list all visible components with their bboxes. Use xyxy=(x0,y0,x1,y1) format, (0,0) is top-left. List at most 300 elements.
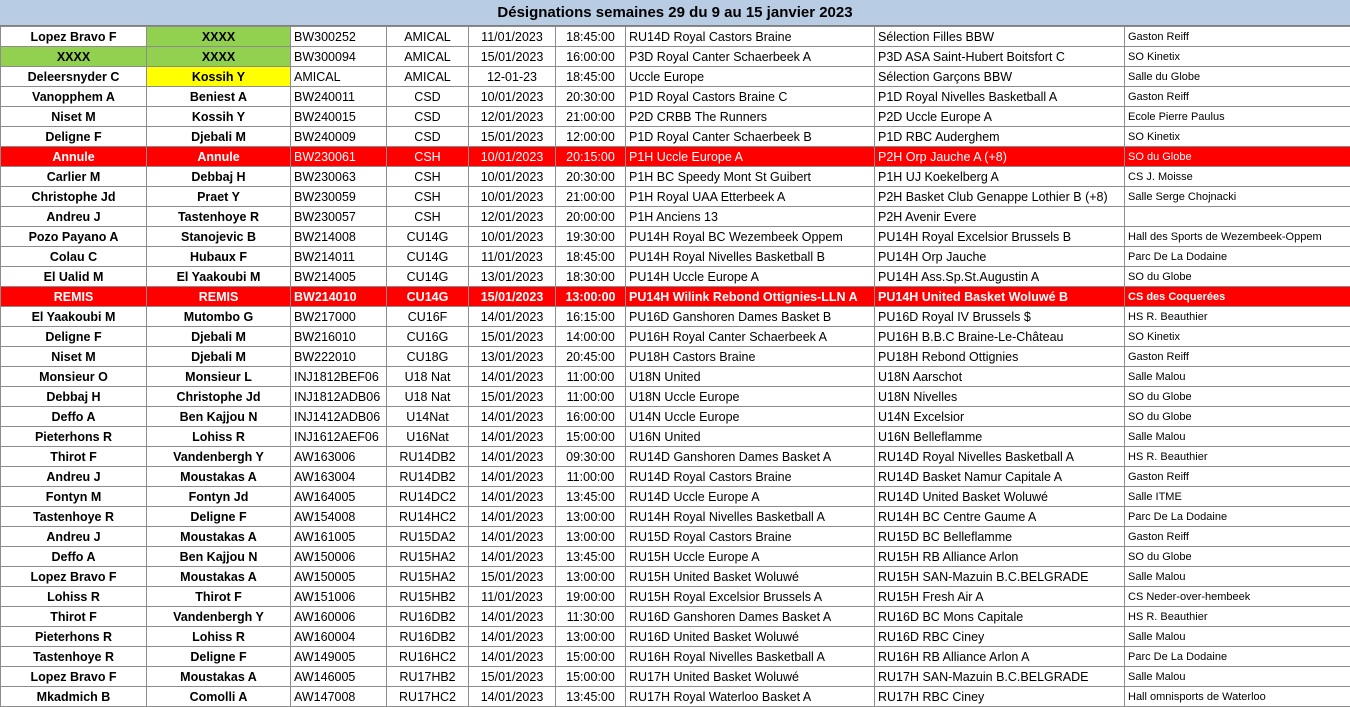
category-cell[interactable]: RU15HB2 xyxy=(387,587,469,607)
date-cell[interactable]: 11/01/2023 xyxy=(469,247,556,267)
away-team-cell[interactable]: PU14H Royal Excelsior Brussels B xyxy=(875,227,1125,247)
away-team-cell[interactable]: PU14H Orp Jauche xyxy=(875,247,1125,267)
time-cell[interactable]: 12:00:00 xyxy=(556,127,626,147)
referee-2-cell[interactable]: XXXX xyxy=(147,27,291,47)
match-code-cell[interactable]: BW230063 xyxy=(291,167,387,187)
referee-2-cell[interactable]: Moustakas A xyxy=(147,467,291,487)
match-code-cell[interactable]: BW300094 xyxy=(291,47,387,67)
category-cell[interactable]: CU16G xyxy=(387,327,469,347)
referee-1-cell[interactable]: Fontyn M xyxy=(1,487,147,507)
home-team-cell[interactable]: U14N Uccle Europe xyxy=(626,407,875,427)
referee-2-cell[interactable]: Moustakas A xyxy=(147,527,291,547)
venue-cell[interactable]: HS R. Beauthier xyxy=(1125,307,1350,327)
referee-1-cell[interactable]: Thirot F xyxy=(1,607,147,627)
away-team-cell[interactable]: RU16D RBC Ciney xyxy=(875,627,1125,647)
match-code-cell[interactable]: AMICAL xyxy=(291,67,387,87)
match-code-cell[interactable]: BW216010 xyxy=(291,327,387,347)
away-team-cell[interactable]: Sélection Filles BBW xyxy=(875,27,1125,47)
date-cell[interactable]: 10/01/2023 xyxy=(469,147,556,167)
time-cell[interactable]: 20:15:00 xyxy=(556,147,626,167)
referee-1-cell[interactable]: Niset M xyxy=(1,347,147,367)
date-cell[interactable]: 15/01/2023 xyxy=(469,327,556,347)
category-cell[interactable]: CSH xyxy=(387,167,469,187)
away-team-cell[interactable]: PU14H Ass.Sp.St.Augustin A xyxy=(875,267,1125,287)
date-cell[interactable]: 14/01/2023 xyxy=(469,687,556,707)
match-code-cell[interactable]: BW214011 xyxy=(291,247,387,267)
away-team-cell[interactable]: U16N Belleflamme xyxy=(875,427,1125,447)
referee-1-cell[interactable]: Colau C xyxy=(1,247,147,267)
date-cell[interactable]: 14/01/2023 xyxy=(469,447,556,467)
referee-1-cell[interactable]: Andreu J xyxy=(1,527,147,547)
category-cell[interactable]: CSH xyxy=(387,187,469,207)
match-code-cell[interactable]: INJ1812ADB06 xyxy=(291,387,387,407)
match-code-cell[interactable]: INJ1412ADB06 xyxy=(291,407,387,427)
away-team-cell[interactable]: PU14H United Basket Woluwé B xyxy=(875,287,1125,307)
venue-cell[interactable]: Ecole Pierre Paulus xyxy=(1125,107,1350,127)
date-cell[interactable]: 15/01/2023 xyxy=(469,47,556,67)
away-team-cell[interactable]: P2H Basket Club Genappe Lothier B (+8) xyxy=(875,187,1125,207)
date-cell[interactable]: 12/01/2023 xyxy=(469,207,556,227)
venue-cell[interactable]: Salle Malou xyxy=(1125,667,1350,687)
home-team-cell[interactable]: RU14D Royal Castors Braine xyxy=(626,467,875,487)
date-cell[interactable]: 14/01/2023 xyxy=(469,627,556,647)
category-cell[interactable]: AMICAL xyxy=(387,27,469,47)
date-cell[interactable]: 10/01/2023 xyxy=(469,227,556,247)
venue-cell[interactable]: Gaston Reiff xyxy=(1125,87,1350,107)
match-code-cell[interactable]: AW163004 xyxy=(291,467,387,487)
referee-2-cell[interactable]: Tastenhoye R xyxy=(147,207,291,227)
match-code-cell[interactable]: AW149005 xyxy=(291,647,387,667)
home-team-cell[interactable]: RU14D Uccle Europe A xyxy=(626,487,875,507)
category-cell[interactable]: RU16HC2 xyxy=(387,647,469,667)
referee-2-cell[interactable]: Monsieur L xyxy=(147,367,291,387)
date-cell[interactable]: 14/01/2023 xyxy=(469,547,556,567)
away-team-cell[interactable]: PU16D Royal IV Brussels $ xyxy=(875,307,1125,327)
away-team-cell[interactable]: RU16H RB Alliance Arlon A xyxy=(875,647,1125,667)
date-cell[interactable]: 15/01/2023 xyxy=(469,287,556,307)
match-code-cell[interactable]: AW160006 xyxy=(291,607,387,627)
time-cell[interactable]: 11:00:00 xyxy=(556,367,626,387)
date-cell[interactable]: 15/01/2023 xyxy=(469,667,556,687)
category-cell[interactable]: RU17HC2 xyxy=(387,687,469,707)
referee-2-cell[interactable]: Mutombo G xyxy=(147,307,291,327)
away-team-cell[interactable]: RU14D Royal Nivelles Basketball A xyxy=(875,447,1125,467)
referee-2-cell[interactable]: Annule xyxy=(147,147,291,167)
home-team-cell[interactable]: U16N United xyxy=(626,427,875,447)
time-cell[interactable]: 20:00:00 xyxy=(556,207,626,227)
venue-cell[interactable]: CS Neder-over-hembeek xyxy=(1125,587,1350,607)
referee-1-cell[interactable]: El Yaakoubi M xyxy=(1,307,147,327)
referee-1-cell[interactable]: Pieterhons R xyxy=(1,627,147,647)
venue-cell[interactable]: Gaston Reiff xyxy=(1125,347,1350,367)
date-cell[interactable]: 14/01/2023 xyxy=(469,647,556,667)
referee-2-cell[interactable]: El Yaakoubi M xyxy=(147,267,291,287)
date-cell[interactable]: 15/01/2023 xyxy=(469,127,556,147)
time-cell[interactable]: 13:45:00 xyxy=(556,547,626,567)
time-cell[interactable]: 16:00:00 xyxy=(556,47,626,67)
match-code-cell[interactable]: INJ1612AEF06 xyxy=(291,427,387,447)
date-cell[interactable]: 15/01/2023 xyxy=(469,567,556,587)
away-team-cell[interactable]: RU16D BC Mons Capitale xyxy=(875,607,1125,627)
away-team-cell[interactable]: P2H Avenir Evere xyxy=(875,207,1125,227)
time-cell[interactable]: 19:30:00 xyxy=(556,227,626,247)
referee-2-cell[interactable]: Vandenbergh Y xyxy=(147,447,291,467)
referee-2-cell[interactable]: Kossih Y xyxy=(147,67,291,87)
date-cell[interactable]: 10/01/2023 xyxy=(469,87,556,107)
time-cell[interactable]: 18:45:00 xyxy=(556,27,626,47)
referee-2-cell[interactable]: Beniest A xyxy=(147,87,291,107)
referee-1-cell[interactable]: Carlier M xyxy=(1,167,147,187)
category-cell[interactable]: RU15DA2 xyxy=(387,527,469,547)
referee-2-cell[interactable]: REMIS xyxy=(147,287,291,307)
date-cell[interactable]: 12/01/2023 xyxy=(469,107,556,127)
away-team-cell[interactable]: PU16H B.B.C Braine-Le-Château xyxy=(875,327,1125,347)
venue-cell[interactable]: CS J. Moisse xyxy=(1125,167,1350,187)
category-cell[interactable]: RU14DC2 xyxy=(387,487,469,507)
home-team-cell[interactable]: P1H BC Speedy Mont St Guibert xyxy=(626,167,875,187)
category-cell[interactable]: CU14G xyxy=(387,227,469,247)
category-cell[interactable]: CU14G xyxy=(387,287,469,307)
referee-2-cell[interactable]: Lohiss R xyxy=(147,427,291,447)
away-team-cell[interactable]: U18N Aarschot xyxy=(875,367,1125,387)
away-team-cell[interactable]: Sélection Garçons BBW xyxy=(875,67,1125,87)
referee-2-cell[interactable]: Praet Y xyxy=(147,187,291,207)
home-team-cell[interactable]: P3D Royal Canter Schaerbeek A xyxy=(626,47,875,67)
home-team-cell[interactable]: RU15D Royal Castors Braine xyxy=(626,527,875,547)
match-code-cell[interactable]: BW240011 xyxy=(291,87,387,107)
date-cell[interactable]: 14/01/2023 xyxy=(469,407,556,427)
date-cell[interactable]: 14/01/2023 xyxy=(469,367,556,387)
referee-1-cell[interactable]: Annule xyxy=(1,147,147,167)
venue-cell[interactable]: HS R. Beauthier xyxy=(1125,607,1350,627)
away-team-cell[interactable]: P1H UJ Koekelberg A xyxy=(875,167,1125,187)
referee-1-cell[interactable]: El Ualid M xyxy=(1,267,147,287)
home-team-cell[interactable]: RU14D Royal Castors Braine xyxy=(626,27,875,47)
category-cell[interactable]: CU14G xyxy=(387,247,469,267)
venue-cell[interactable]: SO Kinetix xyxy=(1125,127,1350,147)
match-code-cell[interactable]: AW150005 xyxy=(291,567,387,587)
away-team-cell[interactable]: RU17H RBC Ciney xyxy=(875,687,1125,707)
away-team-cell[interactable]: RU15H RB Alliance Arlon xyxy=(875,547,1125,567)
time-cell[interactable]: 13:00:00 xyxy=(556,287,626,307)
time-cell[interactable]: 11:00:00 xyxy=(556,387,626,407)
home-team-cell[interactable]: RU14D Ganshoren Dames Basket A xyxy=(626,447,875,467)
home-team-cell[interactable]: PU14H Wilink Rebond Ottignies-LLN A xyxy=(626,287,875,307)
category-cell[interactable]: U16Nat xyxy=(387,427,469,447)
away-team-cell[interactable]: PU18H Rebond Ottignies xyxy=(875,347,1125,367)
referee-2-cell[interactable]: Moustakas A xyxy=(147,567,291,587)
referee-2-cell[interactable]: Deligne F xyxy=(147,507,291,527)
venue-cell[interactable]: Salle ITME xyxy=(1125,487,1350,507)
venue-cell[interactable]: SO Kinetix xyxy=(1125,47,1350,67)
match-code-cell[interactable]: BW222010 xyxy=(291,347,387,367)
away-team-cell[interactable]: P2D Uccle Europe A xyxy=(875,107,1125,127)
match-code-cell[interactable]: AW161005 xyxy=(291,527,387,547)
date-cell[interactable]: 14/01/2023 xyxy=(469,507,556,527)
home-team-cell[interactable]: P1D Royal Canter Schaerbeek B xyxy=(626,127,875,147)
referee-1-cell[interactable]: Deleersnyder C xyxy=(1,67,147,87)
category-cell[interactable]: RU15HA2 xyxy=(387,547,469,567)
match-code-cell[interactable]: BW230061 xyxy=(291,147,387,167)
time-cell[interactable]: 13:45:00 xyxy=(556,687,626,707)
referee-1-cell[interactable]: Christophe Jd xyxy=(1,187,147,207)
category-cell[interactable]: AMICAL xyxy=(387,67,469,87)
referee-1-cell[interactable]: Pieterhons R xyxy=(1,427,147,447)
venue-cell[interactable]: Gaston Reiff xyxy=(1125,27,1350,47)
category-cell[interactable]: RU16DB2 xyxy=(387,607,469,627)
referee-2-cell[interactable]: Moustakas A xyxy=(147,667,291,687)
referee-1-cell[interactable]: Lohiss R xyxy=(1,587,147,607)
match-code-cell[interactable]: AW163006 xyxy=(291,447,387,467)
match-code-cell[interactable]: BW214008 xyxy=(291,227,387,247)
away-team-cell[interactable]: P1D RBC Auderghem xyxy=(875,127,1125,147)
venue-cell[interactable]: SO du Globe xyxy=(1125,267,1350,287)
referee-2-cell[interactable]: Thirot F xyxy=(147,587,291,607)
referee-1-cell[interactable]: Deligne F xyxy=(1,127,147,147)
time-cell[interactable]: 20:30:00 xyxy=(556,87,626,107)
match-code-cell[interactable]: AW164005 xyxy=(291,487,387,507)
venue-cell[interactable]: Hall omnisports de Waterloo xyxy=(1125,687,1350,707)
time-cell[interactable]: 16:15:00 xyxy=(556,307,626,327)
category-cell[interactable]: RU15HA2 xyxy=(387,567,469,587)
referee-1-cell[interactable]: Thirot F xyxy=(1,447,147,467)
venue-cell[interactable]: Salle Malou xyxy=(1125,427,1350,447)
venue-cell[interactable]: SO du Globe xyxy=(1125,547,1350,567)
home-team-cell[interactable]: RU17H Royal Waterloo Basket A xyxy=(626,687,875,707)
referee-1-cell[interactable]: Tastenhoye R xyxy=(1,647,147,667)
match-code-cell[interactable]: AW146005 xyxy=(291,667,387,687)
away-team-cell[interactable]: RU14D Basket Namur Capitale A xyxy=(875,467,1125,487)
match-code-cell[interactable]: BW300252 xyxy=(291,27,387,47)
referee-1-cell[interactable]: Deffo A xyxy=(1,547,147,567)
match-code-cell[interactable]: AW150006 xyxy=(291,547,387,567)
home-team-cell[interactable]: P1H Anciens 13 xyxy=(626,207,875,227)
home-team-cell[interactable]: PU14H Royal Nivelles Basketball B xyxy=(626,247,875,267)
away-team-cell[interactable]: P1D Royal Nivelles Basketball A xyxy=(875,87,1125,107)
category-cell[interactable]: CSD xyxy=(387,107,469,127)
date-cell[interactable]: 15/01/2023 xyxy=(469,387,556,407)
match-code-cell[interactable]: BW230057 xyxy=(291,207,387,227)
venue-cell[interactable]: Parc De La Dodaine xyxy=(1125,247,1350,267)
date-cell[interactable]: 14/01/2023 xyxy=(469,427,556,447)
category-cell[interactable]: CSD xyxy=(387,127,469,147)
venue-cell[interactable]: Salle Malou xyxy=(1125,367,1350,387)
date-cell[interactable]: 10/01/2023 xyxy=(469,167,556,187)
category-cell[interactable]: CSH xyxy=(387,147,469,167)
category-cell[interactable]: CU18G xyxy=(387,347,469,367)
home-team-cell[interactable]: P1D Royal Castors Braine C xyxy=(626,87,875,107)
home-team-cell[interactable]: RU15H Royal Excelsior Brussels A xyxy=(626,587,875,607)
venue-cell[interactable] xyxy=(1125,207,1350,227)
date-cell[interactable]: 14/01/2023 xyxy=(469,307,556,327)
category-cell[interactable]: RU14DB2 xyxy=(387,467,469,487)
time-cell[interactable]: 21:00:00 xyxy=(556,107,626,127)
time-cell[interactable]: 13:00:00 xyxy=(556,507,626,527)
home-team-cell[interactable]: RU16H Royal Nivelles Basketball A xyxy=(626,647,875,667)
category-cell[interactable]: RU14DB2 xyxy=(387,447,469,467)
match-code-cell[interactable]: INJ1812BEF06 xyxy=(291,367,387,387)
date-cell[interactable]: 14/01/2023 xyxy=(469,527,556,547)
home-team-cell[interactable]: RU16D United Basket Woluwé xyxy=(626,627,875,647)
away-team-cell[interactable]: RU17H SAN-Mazuin B.C.BELGRADE xyxy=(875,667,1125,687)
referee-2-cell[interactable]: Djebali M xyxy=(147,347,291,367)
home-team-cell[interactable]: Uccle Europe xyxy=(626,67,875,87)
time-cell[interactable]: 11:30:00 xyxy=(556,607,626,627)
referee-1-cell[interactable]: Tastenhoye R xyxy=(1,507,147,527)
referee-1-cell[interactable]: Lopez Bravo F xyxy=(1,27,147,47)
away-team-cell[interactable]: P2H Orp Jauche A (+8) xyxy=(875,147,1125,167)
referee-1-cell[interactable]: Monsieur O xyxy=(1,367,147,387)
referee-1-cell[interactable]: Pozo Payano A xyxy=(1,227,147,247)
referee-1-cell[interactable]: Niset M xyxy=(1,107,147,127)
referee-2-cell[interactable]: Vandenbergh Y xyxy=(147,607,291,627)
date-cell[interactable]: 14/01/2023 xyxy=(469,467,556,487)
date-cell[interactable]: 11/01/2023 xyxy=(469,27,556,47)
away-team-cell[interactable]: RU15D BC Belleflamme xyxy=(875,527,1125,547)
time-cell[interactable]: 13:00:00 xyxy=(556,527,626,547)
referee-2-cell[interactable]: Ben Kajjou N xyxy=(147,407,291,427)
referee-1-cell[interactable]: Andreu J xyxy=(1,467,147,487)
venue-cell[interactable]: Gaston Reiff xyxy=(1125,467,1350,487)
time-cell[interactable]: 19:00:00 xyxy=(556,587,626,607)
time-cell[interactable]: 13:00:00 xyxy=(556,627,626,647)
match-code-cell[interactable]: BW214005 xyxy=(291,267,387,287)
venue-cell[interactable]: Salle Serge Chojnacki xyxy=(1125,187,1350,207)
away-team-cell[interactable]: RU15H Fresh Air A xyxy=(875,587,1125,607)
home-team-cell[interactable]: RU17H United Basket Woluwé xyxy=(626,667,875,687)
time-cell[interactable]: 15:00:00 xyxy=(556,667,626,687)
match-code-cell[interactable]: BW214010 xyxy=(291,287,387,307)
venue-cell[interactable]: Hall des Sports de Wezembeek-Oppem xyxy=(1125,227,1350,247)
referee-1-cell[interactable]: Andreu J xyxy=(1,207,147,227)
home-team-cell[interactable]: U18N Uccle Europe xyxy=(626,387,875,407)
home-team-cell[interactable]: PU16D Ganshoren Dames Basket B xyxy=(626,307,875,327)
venue-cell[interactable]: Gaston Reiff xyxy=(1125,527,1350,547)
time-cell[interactable]: 20:45:00 xyxy=(556,347,626,367)
referee-2-cell[interactable]: Christophe Jd xyxy=(147,387,291,407)
venue-cell[interactable]: SO Kinetix xyxy=(1125,327,1350,347)
match-code-cell[interactable]: BW217000 xyxy=(291,307,387,327)
time-cell[interactable]: 18:45:00 xyxy=(556,247,626,267)
venue-cell[interactable]: Salle Malou xyxy=(1125,567,1350,587)
home-team-cell[interactable]: PU16H Royal Canter Schaerbeek A xyxy=(626,327,875,347)
time-cell[interactable]: 13:00:00 xyxy=(556,567,626,587)
referee-1-cell[interactable]: XXXX xyxy=(1,47,147,67)
referee-2-cell[interactable]: Djebali M xyxy=(147,327,291,347)
time-cell[interactable]: 11:00:00 xyxy=(556,467,626,487)
home-team-cell[interactable]: P1H Royal UAA Etterbeek A xyxy=(626,187,875,207)
category-cell[interactable]: U14Nat xyxy=(387,407,469,427)
time-cell[interactable]: 15:00:00 xyxy=(556,427,626,447)
venue-cell[interactable]: HS R. Beauthier xyxy=(1125,447,1350,467)
venue-cell[interactable]: SO du Globe xyxy=(1125,147,1350,167)
home-team-cell[interactable]: RU15H United Basket Woluwé xyxy=(626,567,875,587)
category-cell[interactable]: AMICAL xyxy=(387,47,469,67)
category-cell[interactable]: U18 Nat xyxy=(387,367,469,387)
referee-2-cell[interactable]: Djebali M xyxy=(147,127,291,147)
category-cell[interactable]: CSD xyxy=(387,87,469,107)
time-cell[interactable]: 16:00:00 xyxy=(556,407,626,427)
time-cell[interactable]: 09:30:00 xyxy=(556,447,626,467)
time-cell[interactable]: 20:30:00 xyxy=(556,167,626,187)
date-cell[interactable]: 13/01/2023 xyxy=(469,347,556,367)
match-code-cell[interactable]: BW230059 xyxy=(291,187,387,207)
venue-cell[interactable]: SO du Globe xyxy=(1125,387,1350,407)
category-cell[interactable]: CU16F xyxy=(387,307,469,327)
away-team-cell[interactable]: U14N Excelsior xyxy=(875,407,1125,427)
referee-1-cell[interactable]: Lopez Bravo F xyxy=(1,667,147,687)
category-cell[interactable]: CU14G xyxy=(387,267,469,287)
referee-1-cell[interactable]: Vanopphem A xyxy=(1,87,147,107)
home-team-cell[interactable]: PU14H Uccle Europe A xyxy=(626,267,875,287)
date-cell[interactable]: 10/01/2023 xyxy=(469,187,556,207)
home-team-cell[interactable]: P1H Uccle Europe A xyxy=(626,147,875,167)
category-cell[interactable]: RU14HC2 xyxy=(387,507,469,527)
referee-1-cell[interactable]: Debbaj H xyxy=(1,387,147,407)
referee-2-cell[interactable]: Fontyn Jd xyxy=(147,487,291,507)
home-team-cell[interactable]: RU16D Ganshoren Dames Basket A xyxy=(626,607,875,627)
date-cell[interactable]: 13/01/2023 xyxy=(469,267,556,287)
date-cell[interactable]: 11/01/2023 xyxy=(469,587,556,607)
referee-2-cell[interactable]: Lohiss R xyxy=(147,627,291,647)
home-team-cell[interactable]: RU14H Royal Nivelles Basketball A xyxy=(626,507,875,527)
referee-2-cell[interactable]: Kossih Y xyxy=(147,107,291,127)
referee-1-cell[interactable]: Mkadmich B xyxy=(1,687,147,707)
category-cell[interactable]: RU16DB2 xyxy=(387,627,469,647)
match-code-cell[interactable]: AW154008 xyxy=(291,507,387,527)
away-team-cell[interactable]: U18N Nivelles xyxy=(875,387,1125,407)
time-cell[interactable]: 21:00:00 xyxy=(556,187,626,207)
time-cell[interactable]: 14:00:00 xyxy=(556,327,626,347)
home-team-cell[interactable]: RU15H Uccle Europe A xyxy=(626,547,875,567)
referee-2-cell[interactable]: Debbaj H xyxy=(147,167,291,187)
away-team-cell[interactable]: P3D ASA Saint-Hubert Boitsfort C xyxy=(875,47,1125,67)
venue-cell[interactable]: Parc De La Dodaine xyxy=(1125,507,1350,527)
referee-2-cell[interactable]: Hubaux F xyxy=(147,247,291,267)
referee-1-cell[interactable]: REMIS xyxy=(1,287,147,307)
away-team-cell[interactable]: RU14D United Basket Woluwé xyxy=(875,487,1125,507)
referee-2-cell[interactable]: Stanojevic B xyxy=(147,227,291,247)
date-cell[interactable]: 14/01/2023 xyxy=(469,487,556,507)
home-team-cell[interactable]: PU14H Royal BC Wezembeek Oppem xyxy=(626,227,875,247)
away-team-cell[interactable]: RU15H SAN-Mazuin B.C.BELGRADE xyxy=(875,567,1125,587)
match-code-cell[interactable]: AW147008 xyxy=(291,687,387,707)
venue-cell[interactable]: Salle Malou xyxy=(1125,627,1350,647)
venue-cell[interactable]: SO du Globe xyxy=(1125,407,1350,427)
match-code-cell[interactable]: AW160004 xyxy=(291,627,387,647)
referee-2-cell[interactable]: XXXX xyxy=(147,47,291,67)
category-cell[interactable]: RU17HB2 xyxy=(387,667,469,687)
match-code-cell[interactable]: BW240015 xyxy=(291,107,387,127)
date-cell[interactable]: 12-01-23 xyxy=(469,67,556,87)
time-cell[interactable]: 15:00:00 xyxy=(556,647,626,667)
time-cell[interactable]: 13:45:00 xyxy=(556,487,626,507)
time-cell[interactable]: 18:30:00 xyxy=(556,267,626,287)
category-cell[interactable]: U18 Nat xyxy=(387,387,469,407)
venue-cell[interactable]: Salle du Globe xyxy=(1125,67,1350,87)
home-team-cell[interactable]: U18N United xyxy=(626,367,875,387)
home-team-cell[interactable]: PU18H Castors Braine xyxy=(626,347,875,367)
time-cell[interactable]: 18:45:00 xyxy=(556,67,626,87)
venue-cell[interactable]: Parc De La Dodaine xyxy=(1125,647,1350,667)
date-cell[interactable]: 14/01/2023 xyxy=(469,607,556,627)
referee-2-cell[interactable]: Comolli A xyxy=(147,687,291,707)
away-team-cell[interactable]: RU14H BC Centre Gaume A xyxy=(875,507,1125,527)
referee-1-cell[interactable]: Deffo A xyxy=(1,407,147,427)
home-team-cell[interactable]: P2D CRBB The Runners xyxy=(626,107,875,127)
referee-1-cell[interactable]: Deligne F xyxy=(1,327,147,347)
category-cell[interactable]: CSH xyxy=(387,207,469,227)
